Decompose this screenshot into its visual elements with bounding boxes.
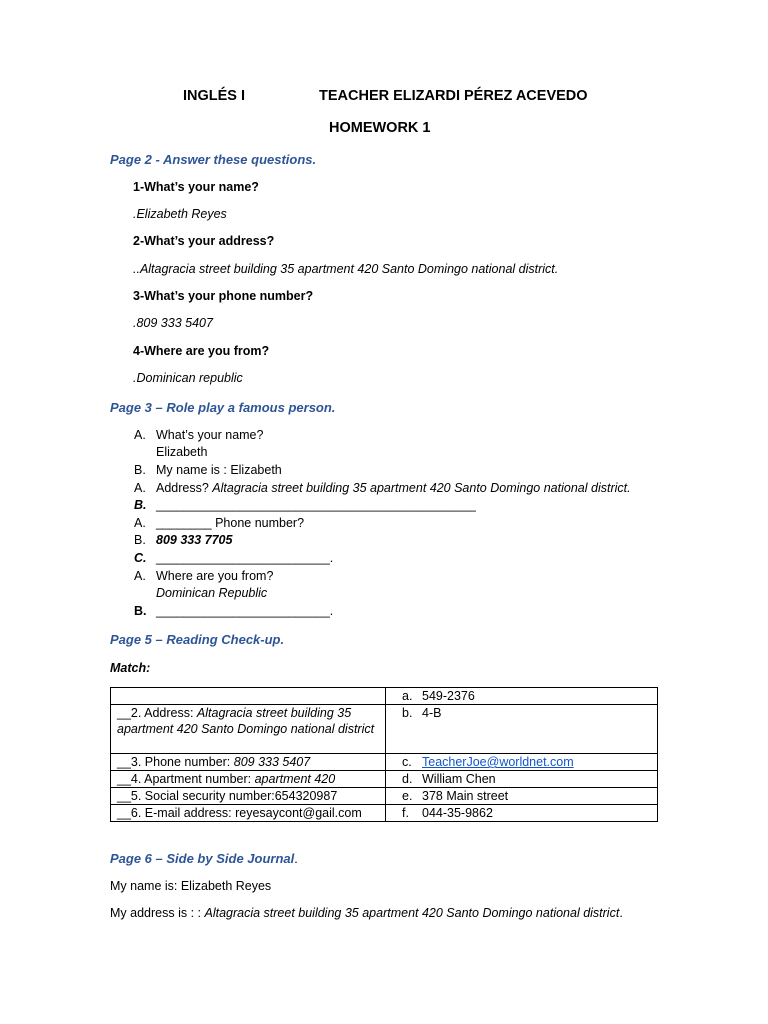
address-italic: Altagracia street building 35 apartment 420 Santo Domingo national district xyxy=(204,906,620,920)
line-label: A. xyxy=(134,428,146,442)
table-cell-left xyxy=(111,688,386,705)
table-cell-left: __3. Phone number: 809 333 5407 xyxy=(111,754,386,771)
table-cell-right: d. William Chen xyxy=(386,771,658,788)
page3-heading: Page 3 – Role play a famous person. xyxy=(110,400,336,415)
table-cell-right: c. TeacherJoe@worldnet.com xyxy=(386,754,658,771)
blank-line: _________________________. xyxy=(156,604,334,618)
line-text: Address? xyxy=(156,481,213,495)
line-label: A. xyxy=(134,481,146,495)
blank-line: ______________________________________________ xyxy=(156,498,476,512)
answer-1: .Elizabeth Reyes xyxy=(133,207,227,221)
match-table xyxy=(110,687,658,822)
line-label: A. xyxy=(134,516,146,530)
table-cell-left: __5. Social security number:654320987 xyxy=(111,788,386,805)
blank-line: _________________________. xyxy=(156,551,334,565)
line-text: 809 333 7705 xyxy=(156,533,233,547)
question-2: 2-What’s your address? xyxy=(133,234,275,248)
line-text: My name is : Elizabeth xyxy=(156,463,282,477)
table-cell-right: a. 549-2376 xyxy=(386,688,658,705)
table-row xyxy=(111,754,658,771)
table-row xyxy=(111,688,658,705)
table-cell-right: b. 4-B xyxy=(386,705,658,754)
line-text: What’s your name? xyxy=(156,428,264,442)
teacher-name: TEACHER ELIZARDI PÉREZ ACEVEDO xyxy=(319,88,588,104)
line-text: ________ Phone number? xyxy=(156,516,305,530)
line-text: Dominican Republic xyxy=(156,586,268,600)
homework-title: HOMEWORK 1 xyxy=(329,120,431,136)
page6-heading xyxy=(110,851,298,866)
line-label: A. xyxy=(134,569,146,583)
table-row xyxy=(111,805,658,822)
page2-heading: Page 2 - Answer these questions. xyxy=(110,152,317,167)
line-italic: Altagracia street building 35 apartment 420 Santo Domingo national district. xyxy=(212,481,631,495)
table-cell-right: f. 044-35-9862 xyxy=(386,805,658,822)
address-period: . xyxy=(619,906,623,920)
table-cell-right: e. 378 Main street xyxy=(386,788,658,805)
page5-heading: Page 5 – Reading Check-up. xyxy=(110,632,285,647)
question-4: 4-Where are you from? xyxy=(133,344,270,358)
question-3: 3-What’s your phone number? xyxy=(133,289,314,303)
answer-2: ..Altagracia street building 35 apartment 420 Santo Domingo national district. xyxy=(133,262,559,276)
answer-3: .809 333 5407 xyxy=(133,316,213,330)
line-text: Where are you from? xyxy=(156,569,274,583)
question-1: 1-What’s your name? xyxy=(133,180,259,194)
table-row xyxy=(111,771,658,788)
course-title: INGLÉS I xyxy=(183,88,246,104)
answer-4: .Dominican republic xyxy=(133,371,243,385)
line-text: Elizabeth xyxy=(156,445,208,459)
address-prefix: My address is : : xyxy=(110,906,205,920)
table-row xyxy=(111,788,658,805)
page6-title: Page 6 – Side by Side Journal xyxy=(110,851,295,866)
table-cell-left: __2. Address: Altagracia street building 35 apartment 420 Santo Domingo national district xyxy=(111,705,386,754)
match-label: Match: xyxy=(110,661,151,675)
table-row xyxy=(111,705,658,754)
journal-name-line: My name is: Elizabeth Reyes xyxy=(110,879,272,893)
line-label: C. xyxy=(134,551,147,565)
journal-address-line xyxy=(110,906,623,920)
page6-period: . xyxy=(294,852,298,866)
line-label: B. xyxy=(134,604,147,618)
line-label: B. xyxy=(134,463,146,477)
line-label: B. xyxy=(134,533,146,547)
line-label: B. xyxy=(134,498,147,512)
table-cell-left: __6. E-mail address: reyesaycont@gail.com xyxy=(111,805,386,822)
table-cell-left: __4. Apartment number: apartment 420 xyxy=(111,771,386,788)
line-text-wrap xyxy=(156,481,631,495)
email-link[interactable]: TeacherJoe@worldnet.com xyxy=(422,755,574,769)
